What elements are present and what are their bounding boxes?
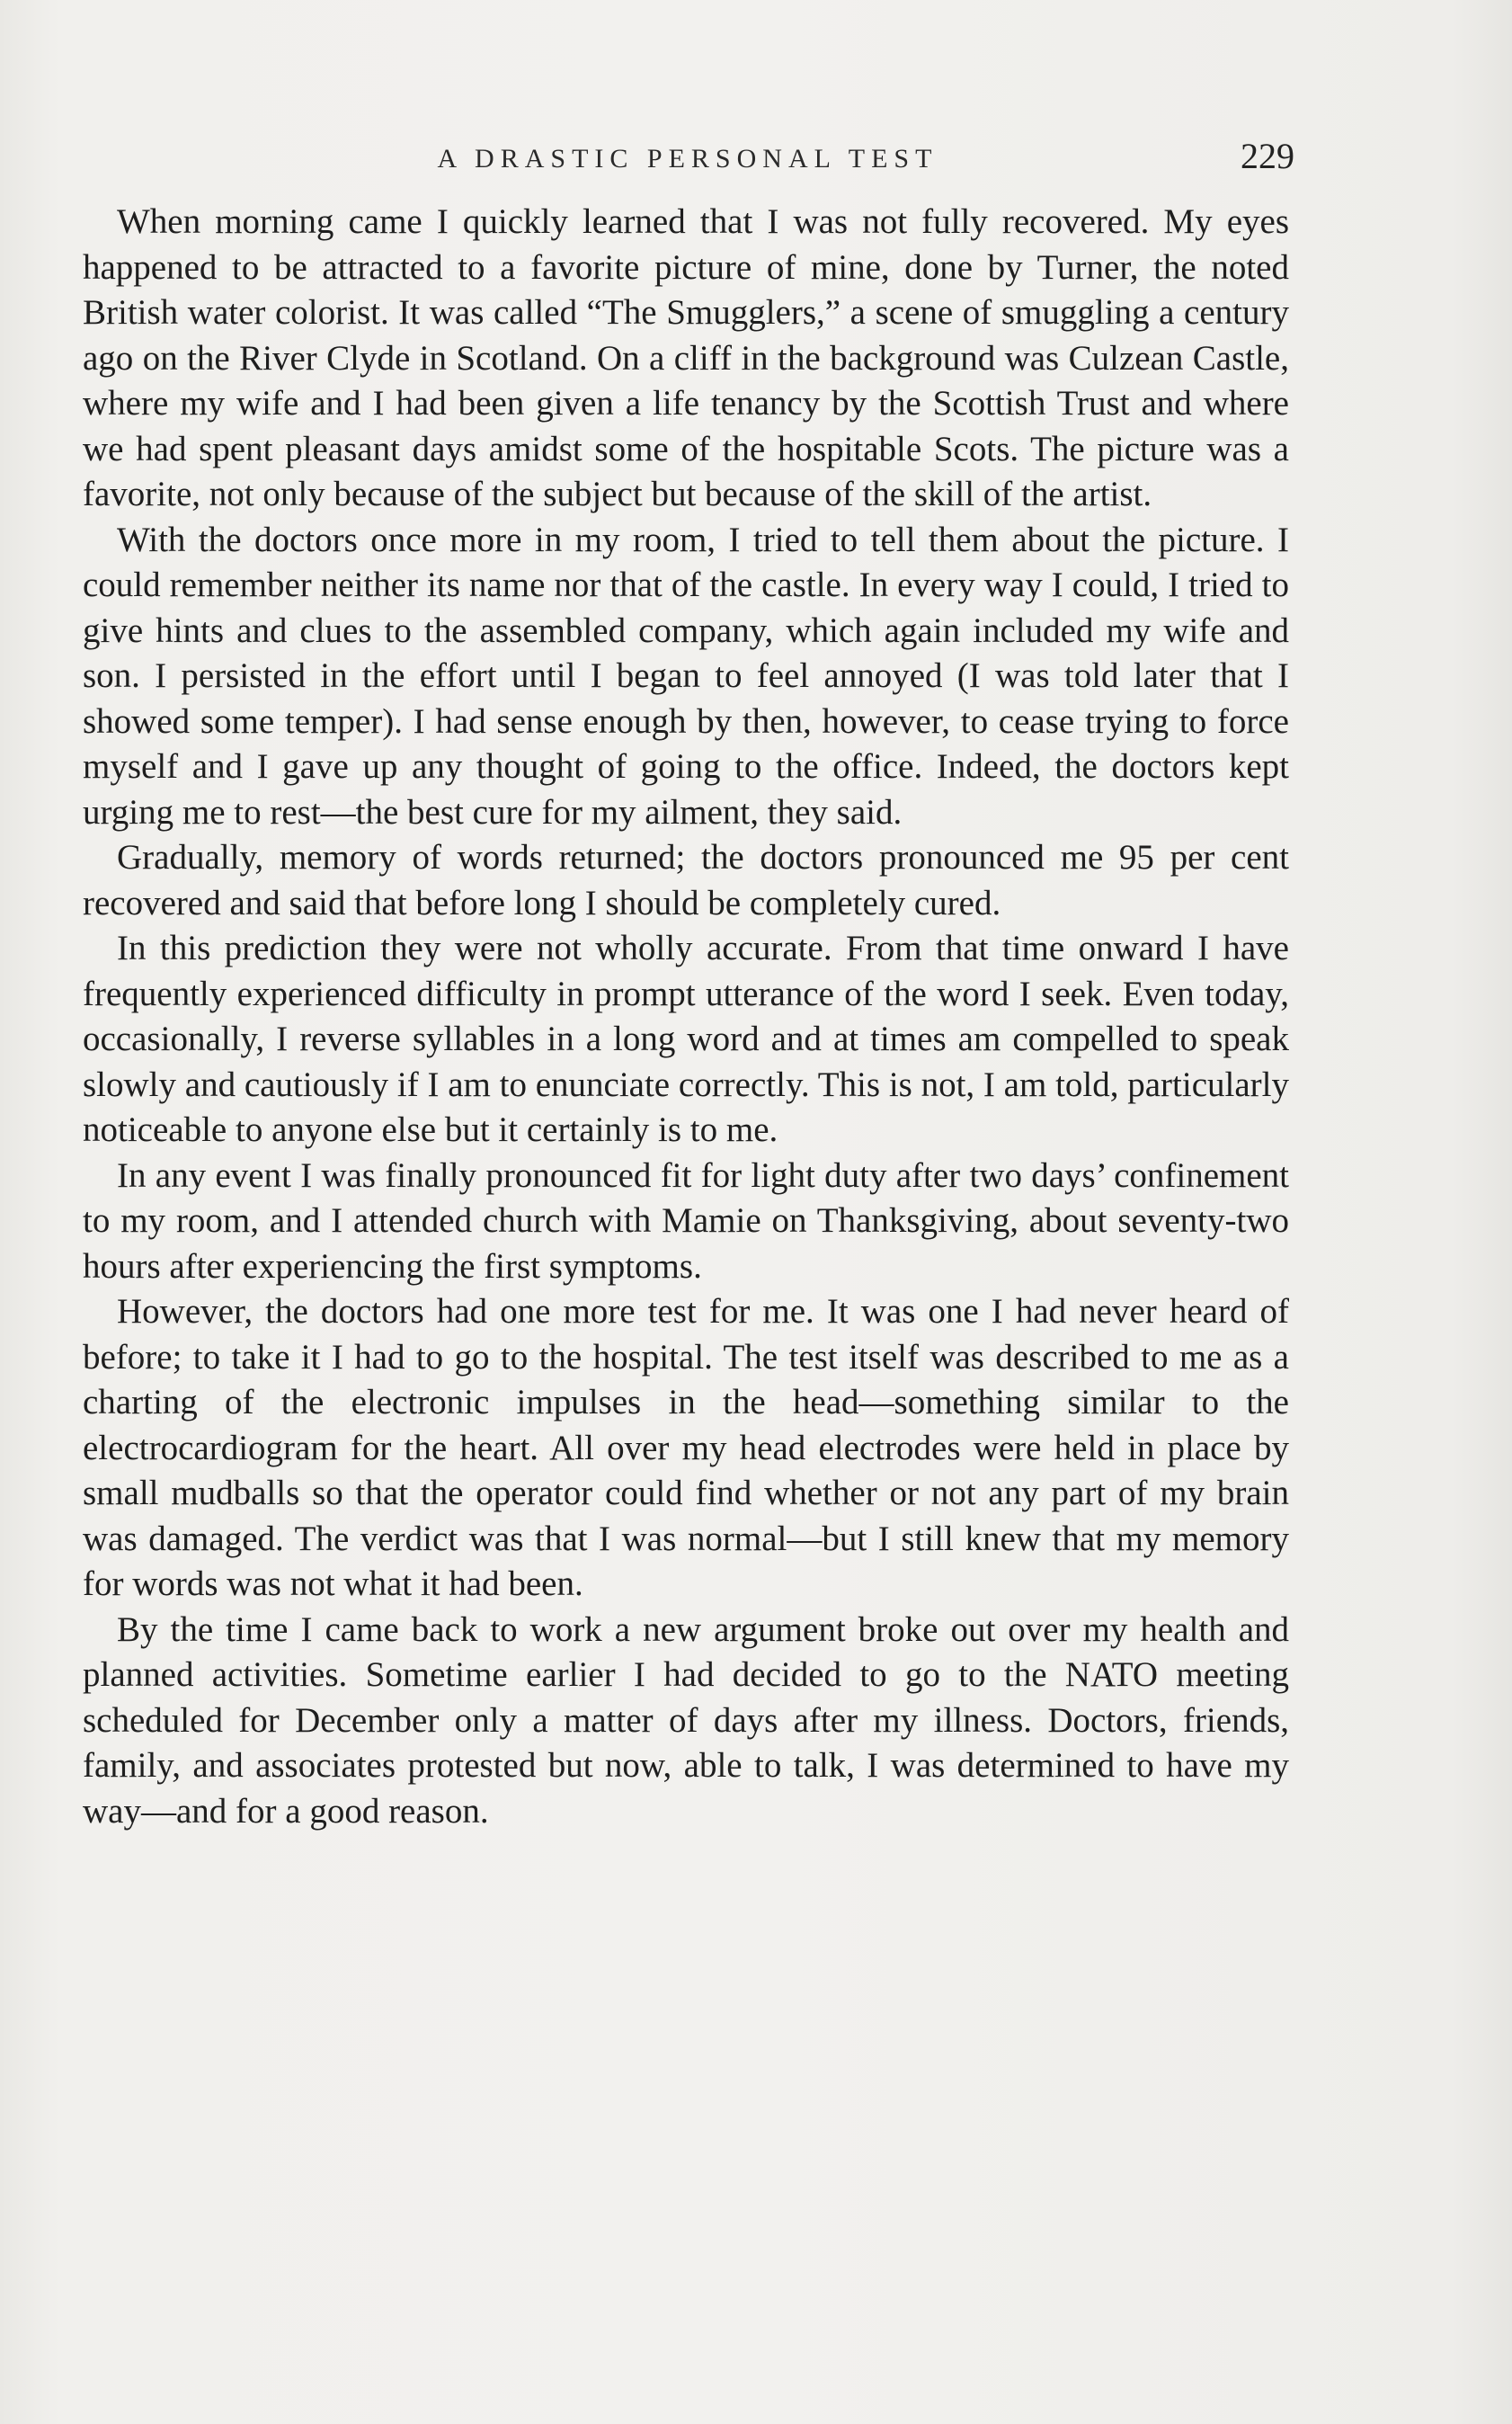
page-header [81,135,1294,189]
body-text [83,200,1289,1834]
running-head: A DRASTIC PERSONAL TEST [437,144,938,174]
paragraph-2: With the doctors once more in my room, I tried to tell them about the picture. I could remember neither its name nor that of the castle. In every way I could, I tried to give hints and clues to the assembled company, which again included my wife and son. I persisted in the effort until I began to feel annoyed (I was told later that I showed some temper). I had sense enough by then, however, to cease trying to force myself and I gave up any thought of going to the office. Indeed, the doctors kept urging me to rest—the best cure for my ailment, they said. [83,520,1289,832]
paragraph-1: When morning came I quickly learned that I was not fully recovered. My eyes happened to be attracted to a favorite picture of mine, done by Turner, the noted British water colorist. It was called “The Smugglers,” a scene of smuggling a century ago on the River Clyde in Scotland. On a cliff in the background was Culzean Castle, where my wife and I had been given a life tenancy by the Scottish Trust and where we had spent pleasant days amidst some of the hospitable Scots. The picture was a favorite, not only because of the subject but because of the skill of the artist. [83,202,1289,513]
paragraph-5: In any event I was finally pronounced fit for light duty after two days’ confinement to my room, and I attended church with Mamie on Thanksgiving, about seventy-two hours after experiencing the first symptoms. [83,1155,1289,1286]
paragraph-7: By the time I came back to work a new argument broke out over my health and planned activities. Sometime earlier I had decided to go to the NATO meeting scheduled for December only a matter of days after my illness. Doctors, friends, family, and associates protested but now, able to talk, I was determined to have my way—and for a good reason. [83,1609,1289,1831]
paragraph-4: In this prediction they were not wholly accurate. From that time onward I have frequently experienced difficulty in prompt utterance of the word I seek. Even today, occasionally, I reverse syllables in a long word and at times am compelled to speak slowly and cautiously if I am to enunciate correctly. This is not, I am told, particularly noticeable to anyone else but it certainly is to me. [83,929,1289,1149]
paragraph-6: However, the doctors had one more test for me. It was one I had never heard of before; to take it I had to go to the hospital. The test itself was described to me as a charting of the electronic impulses in the head—something similar to the electrocardiogram for the heart. All over my head electrodes were held in place by small mudballs so that the operator could find whether or not any part of my brain was damaged. The verdict was that I was normal—but I still knew that my memory for words was not what it had been. [83,1292,1289,1603]
page-number: 229 [1241,136,1294,176]
paragraph-3: Gradually, memory of words returned; the doctors pronounced me 95 per cent recovered and said that before long I should be completely cured. [83,838,1289,922]
